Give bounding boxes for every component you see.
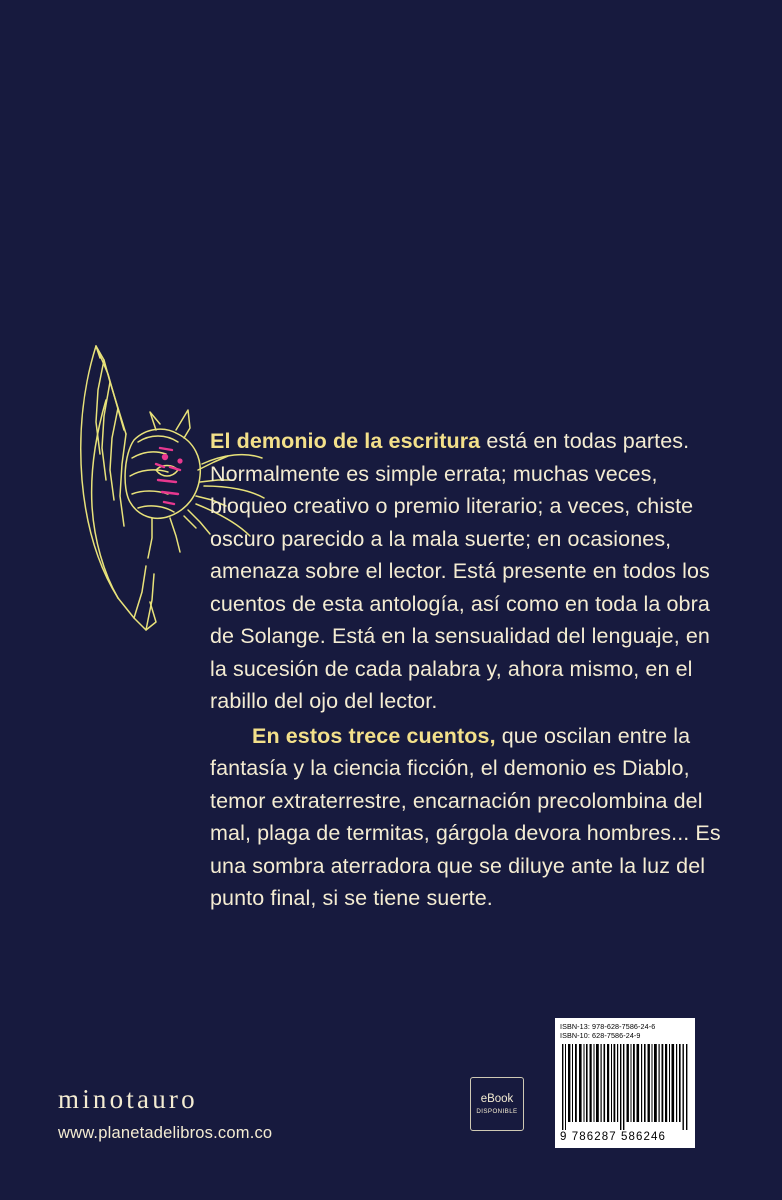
blurb-paragraph-2 <box>210 720 725 915</box>
blurb-body-1: está en todas partes. Normalmente es simple errata; muchas veces, bloqueo creativo o premio literario; a veces, chiste oscuro parecido a la mala suerte; en ocasiones, amenaza sobre el lector. Está presente en todos los cuentos de esta antología, así como en toda la obra de Solange. Está en la sensualidad del lenguaje, en la sucesión de cada palabra y, ahora mismo, en el rabillo del ojo del lector. <box>210 429 710 713</box>
blurb-lead-2: En estos trece cuentos, <box>252 723 496 748</box>
blurb-text <box>210 425 725 915</box>
isbn13-label: ISBN-13: 978-628-7586-24-6 <box>560 1022 656 1031</box>
blurb-lead-1: El demonio de la escritura <box>210 429 481 453</box>
ebook-badge-line1: eBook <box>480 1092 514 1105</box>
blurb-body-2: que oscilan entre la fantasía y la ciencia ficción, el demonio es Diablo, temor extraterrestre, encarnación precolombina del mal, plaga de termitas, gárgola devora hombres... Es una sombra aterradora que se diluye ante la luz del punto final, si se tiene suerte. <box>210 723 721 910</box>
isbn10-label: ISBN-10: 628-7586-24-9 <box>560 1031 641 1040</box>
ebook-available-badge <box>470 1077 524 1131</box>
publisher-website[interactable]: www.planetadelibros.com.co <box>58 1124 273 1142</box>
imprint-block <box>58 1086 388 1143</box>
blurb-paragraph-1 <box>210 425 725 718</box>
publisher-logo-text: minotauro <box>58 1084 198 1114</box>
barcode-digits: 9 786287 586246 <box>560 1131 667 1143</box>
ebook-badge-line2: DISPONIBLE <box>476 1108 518 1116</box>
barcode-block <box>555 1018 695 1148</box>
barcode-bars <box>560 1044 690 1130</box>
